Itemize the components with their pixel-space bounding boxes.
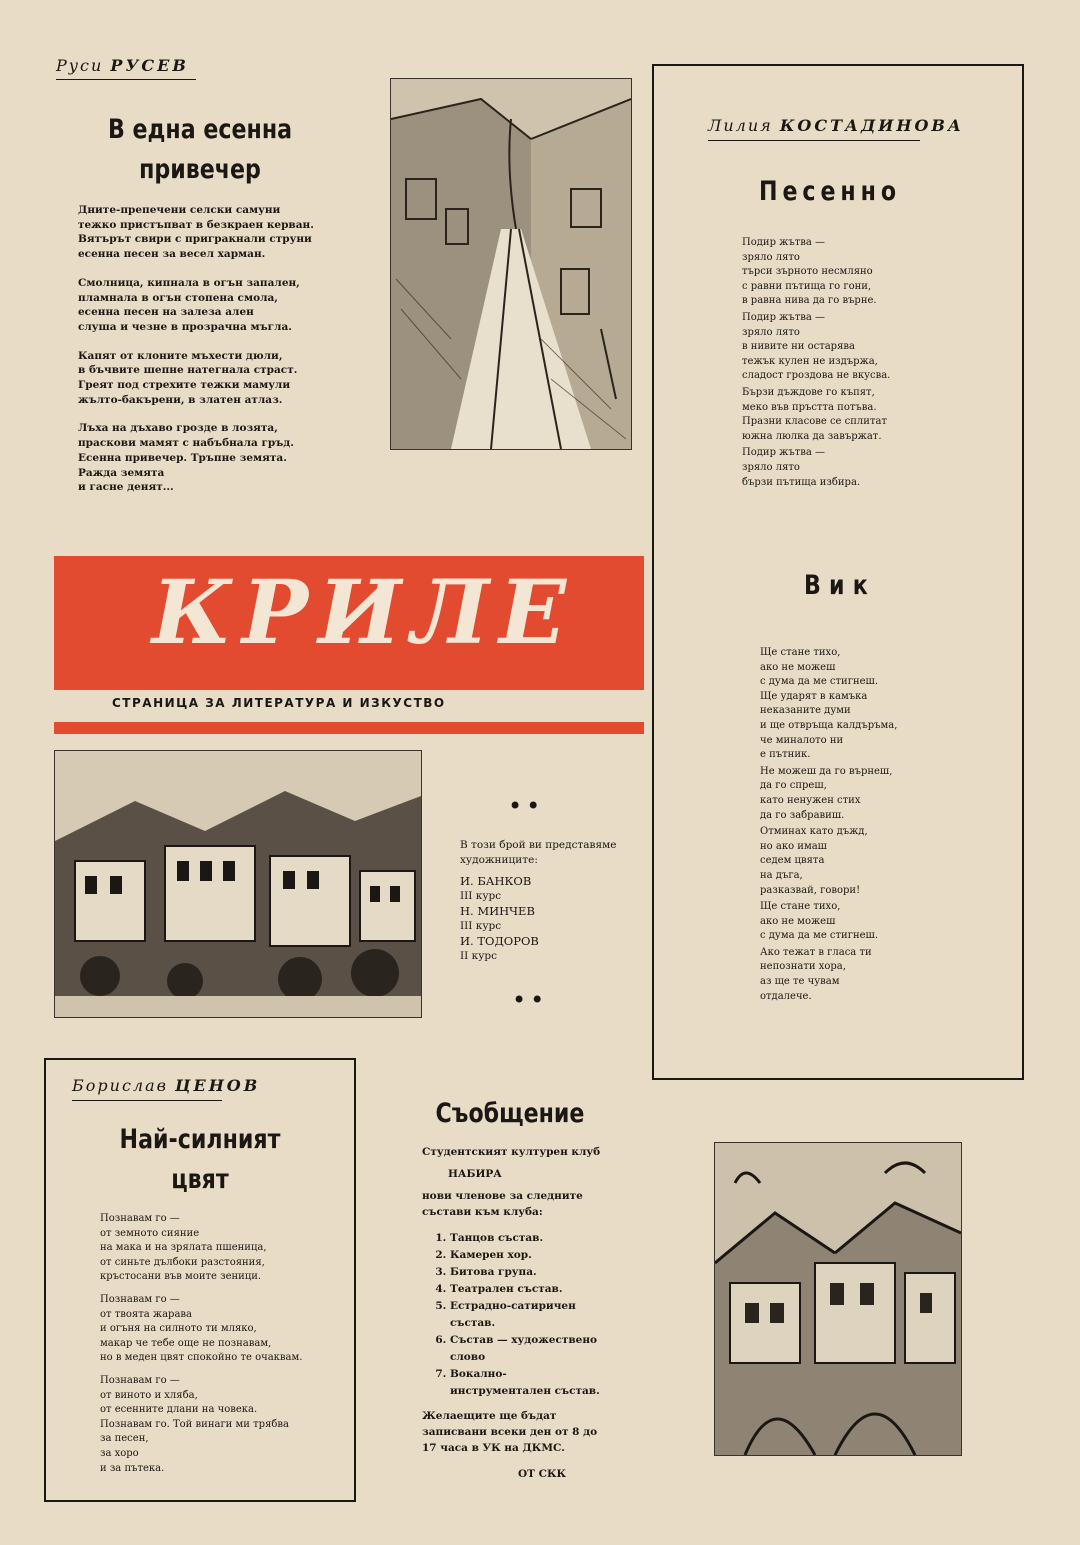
poem-body-vik [760,646,960,1006]
masthead-banner [54,556,644,690]
illustration-houses [714,1142,962,1456]
dots-bottom: •• [512,986,549,1014]
author-first-name: Руси [56,56,104,75]
masthead-rule [54,722,644,734]
stanza: Лъха на дъхаво грозде в лозята, праскови мамят с набъбнала гръд. Есенна привечер. Тръпне земята. Ражда земята и гасне денят... [78,422,294,494]
poem-body-tsenov [100,1212,330,1478]
author-underline [56,79,196,80]
notice-title: Съобщение [435,1098,585,1129]
masthead-title: КРИЛЕ [151,560,577,664]
stanza: Подир жътва — зряло лято бързи пътища избира. [742,447,861,488]
stanza: Ще стане тихо, ако не можеш с дума да ме стигнеш. [760,901,879,942]
title-line-1: Най-силният [119,1124,281,1155]
notice-line-1: Студентският културен клуб [422,1146,601,1158]
list-item: 3. Битова група. [450,1264,602,1281]
stanza: Познавам го — от виното и хляба, от есенните длани на човека. Познавам го. Той винаги ми трябва за песен, за хоро и за пътека. [100,1374,290,1474]
artist-name: И. ТОДОРОВ [460,934,539,948]
stanza: Ще стане тихо, ако не можеш с дума да ме стигнеш. Ще ударят в камъка неказаните думи и ще отвръща калдъръма, че миналото ни е пътник. [760,647,898,761]
artist-name: И. БАНКОВ [460,874,532,888]
stanza: Бързи дъждове го къпят, меко във пръстта потъва. Празни класове се сплитат южна люлка да завържат. [742,386,887,442]
artist-name: Н. МИНЧЕВ [460,904,535,918]
artist-entry [460,934,640,964]
author-underline [72,1100,222,1101]
artist-entry [460,874,640,904]
notice-signature: ОТ СКК [518,1468,567,1480]
stanza: Ако тежат в гласа ти непознати хора, аз ще те чувам отдалече. [760,946,872,1002]
author-last-name: ЦЕНОВ [175,1076,261,1095]
artists-intro: В този брой ви представяме художниците: [460,839,617,866]
list-item: 6. Състав — художествено слово [450,1332,602,1366]
artist-entry [460,904,640,934]
author-first-name: Лилия [708,116,773,135]
stanza: Отминах като дъжд, но ако имаш седем цвята на дъга, разказвай, говори! [760,826,868,896]
list-item: 5. Естрадно-сатиричен състав. [450,1298,602,1332]
poem-title-tsenov [85,1120,315,1200]
notice-line-3: нови членове за следните състави към клуба: [422,1190,583,1218]
masthead-subtitle: СТРАНИЦА ЗА ЛИТЕРАТУРА И ИЗКУСТВО [112,696,446,710]
notice-body [422,1144,602,1482]
author-kostadinova [708,116,964,135]
list-item: 2. Камерен хор. [450,1247,602,1264]
author-tsenov [72,1076,260,1095]
stanza: Капят от клоните мъхести дюли, в бъчвите шепне натегнала страст. Греят под стрехите тежки мамули жълто-бакърени, в златен атлаз. [78,349,298,406]
stanza: Познавам го — от земното сияние на мака и на зрялата пшеница, от синьте дълбоки разстояния, кръстосани във моите зеници. [100,1213,267,1283]
stanza: Не можеш да го върнеш, да го спреш, като ненужен стих да го забравиш. [760,765,893,821]
poem-body-pesenno [742,236,942,492]
stanza: Познавам го — от твоята жарава и огъня на силното ти мляко, макар че тебе още не познавам, но в меден цвят спокойно те очаквам. [100,1293,303,1364]
author-underline [708,140,920,141]
artist-course: III курс [460,920,502,932]
notice-footer: Желаещите ще бъдат записвани всеки ден от 8 до 17 часа в УК на ДКМС. [422,1410,598,1454]
stanza: Дните-препечени селски самуни тежко пристъпват в безкраен керван. Вятърът свири с пригракнали струни есенна песен за весел харман. [78,204,314,261]
ensemble-list [422,1230,602,1400]
title-line-1: В една есенна [107,114,293,145]
dots-top: •• [508,792,545,820]
author-last-name: РУСЕВ [110,56,189,75]
title-line-2: цвят [171,1164,229,1195]
list-item: 4. Театрален състав. [450,1281,602,1298]
poem-title-pesenno: Песенно [759,176,901,207]
poem-title-vik: Вик [803,570,877,601]
author-first-name: Борислав [72,1076,168,1095]
list-item: 7. Вокално-инструментален състав. [450,1366,602,1400]
stanza: Подир жътва — зряло лято търси зърното несмляно с равни пътища го гони, в равна нива да го върне. [742,237,877,307]
author-ruse [56,56,189,75]
illustration-street [390,78,632,450]
author-last-name: КОСТАДИНОВА [779,116,964,135]
artist-course: II курс [460,950,497,962]
illustration-town [54,750,422,1018]
title-line-2: привечер [139,154,261,185]
poem-body-ruse [78,203,368,509]
artist-course: III курс [460,890,502,902]
notice-line-2: НАБИРА [448,1168,502,1180]
list-item: 1. Танцов състав. [450,1230,602,1247]
stanza: Подир жътва — зряло лято в нивите ни остарява тежък кулен не издържа, сладост гроздова не вкусва. [742,311,891,382]
artists-block [460,838,640,964]
stanza: Смолница, кипнала в огън запален, пламнала в огън стопена смола, есенна песен на залеза ален слуша и чезне в прозрачна мъгла. [78,276,300,333]
poem-title-ruse [77,110,323,190]
